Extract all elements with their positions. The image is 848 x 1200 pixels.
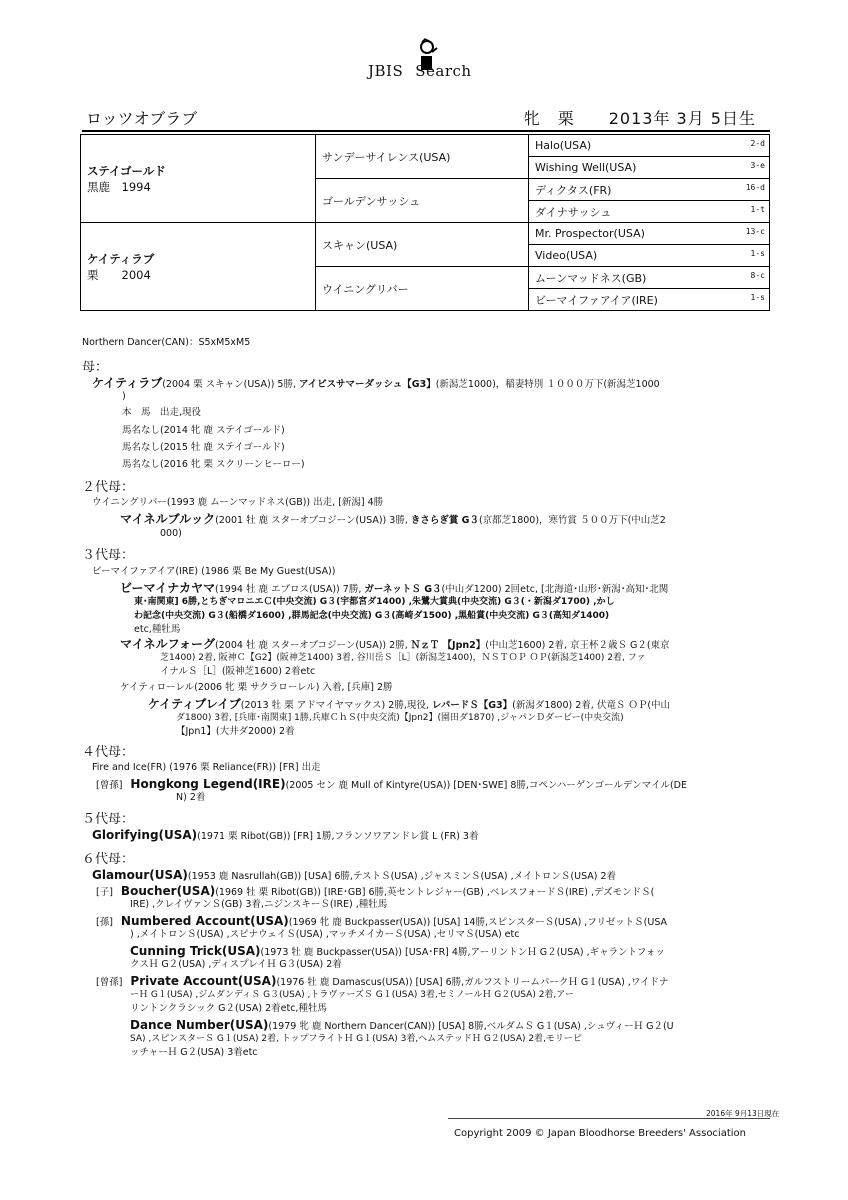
descendant-name[interactable]: Numbered Account(USA) (120, 914, 289, 928)
record-text: クスＨ G２(USA) ,ディスプレイＨ G３(USA) 2着 (130, 959, 342, 970)
record-text: (1976 牡 鹿 Damascus(USA)) [USA] 6勝,ガルフストリームパークＨ G１(USA) ,ワイドナ (276, 977, 669, 988)
dam-name-link[interactable]: ケイティラブ (92, 376, 163, 390)
ancestor-cell[interactable] (529, 201, 770, 223)
record-text: ッチャーＨ G２(USA) 3着etc (130, 1047, 258, 1058)
record-text: (新潟ダ1800) 2着, 伏竜Ｓ ＯＰ(中山 (512, 700, 671, 711)
record-text: (1994 牡 鹿 エブロス(USA)) 7勝, (215, 584, 365, 595)
sire-cell[interactable] (81, 135, 316, 223)
logo-search: Search (415, 62, 472, 80)
ancestor-name: ムーンマッドネス(GB) (535, 271, 647, 285)
ancestor-name: ダイナサッシュ (535, 205, 612, 219)
record-text: IRE) ,クレイヴァンＳ(GB) 3着,ニジンスキーＳ(IRE) ,種牡馬 (130, 899, 388, 910)
family-number: 3-e (750, 161, 765, 170)
record-text: (1979 牝 鹿 Northern Dancer(CAN)) [USA] 8勝,ベルダムＳ G１(USA) ,シュヴィーＨ G２(U (268, 1021, 674, 1032)
record-text: (2013 牡 栗 アドマイヤマックス) 2勝,現役, (240, 700, 432, 711)
record-text: (京都芝1800)，寒竹賞 ５００万下(中山芝2 (478, 515, 666, 526)
pedigree-table (80, 134, 770, 311)
horse-name: ロッツオブラブ (86, 109, 198, 128)
section-heading-dam: 母： (82, 360, 109, 375)
family-number: 1-s (750, 293, 765, 302)
family-number: 2-d (750, 139, 765, 148)
record-text: イナルＳ［L］(阪神芝1600) 2着etc (160, 666, 316, 677)
copyright: Copyright 2009 © Japan Bloodhorse Breeders' Association (454, 1128, 746, 1139)
offspring-item: 馬名なし(2015 牡 鹿 ステイゴールド) (122, 442, 285, 453)
sixth-dam-record (92, 868, 616, 884)
descendant-name[interactable]: Boucher(USA) (120, 884, 216, 898)
horse-title-row (82, 104, 770, 132)
fifth-dam-record (92, 828, 478, 844)
descendant-name[interactable]: マイネルフォーグ (120, 637, 216, 651)
record-text: N) 2着 (176, 792, 206, 803)
ancestor-cell[interactable] (529, 157, 770, 179)
ancestor-cell[interactable] (529, 245, 770, 267)
footer-divider (448, 1118, 770, 1119)
descendant-name[interactable]: Hongkong Legend(IRE) (130, 777, 286, 791)
sire-sire-cell[interactable]: サンデーサイレンス(USA) (316, 135, 529, 179)
record-text: (2004 栗 スキャン(USA)) 5勝, (162, 379, 300, 390)
descendant-name[interactable]: マイネルブルック (120, 512, 216, 526)
ancestor-name-link[interactable]: Glorifying(USA) (92, 828, 198, 842)
logo-jbis: JBIS (368, 62, 404, 80)
record-text: わ記念(中央交流) G３(船橋ダ1600) ,群馬記念(中央交流) G３(高崎ダ1500) ,黒船賞(中央交流) G３(高知ダ1400) (134, 611, 610, 621)
ancestor-name: Mr. Prospector(USA) (535, 227, 645, 240)
race-name: レパードＳ【G3】 (431, 700, 513, 711)
record-text: (中山芝1600) 2着, 京王杯２歳Ｓ G２(東京 (485, 640, 670, 651)
ancestor-name: ビーマイファアイア(IRE) (535, 293, 658, 307)
jbis-logo (368, 38, 488, 82)
dam-name: ケイティラブ (87, 251, 155, 266)
descendant-name[interactable]: ケイティブレイブ (148, 697, 241, 711)
logo-text (368, 62, 472, 80)
horse-sex-color-birth: 牝 栗 2013年 3月 5日生 (523, 109, 756, 128)
record-text: (新潟芝1000)，稲妻特別 １０００万下(新潟芝1000 (435, 379, 660, 390)
offspring-item: 馬名なし(2016 牝 栗 スクリーンヒーロー) (122, 459, 305, 470)
descendant-name[interactable]: Cunning Trick(USA) (130, 944, 261, 958)
race-name: ガーネットＳ G３ (364, 584, 442, 595)
record-text: (1969 牡 栗 Ribot(GB)) [IRE･GB] 6勝,英セントレジャー(GB) ,ベレスフォードＳ(IRE) ,デズモンドＳ( (215, 887, 655, 898)
record-text: (2005 セン 鹿 Mull of Kintyre(USA)) [DEN･SWE] 8勝,コペンハーゲンゴールデンマイル(DE (285, 780, 687, 791)
record-text: (1971 栗 Ribot(GB)) [FR] 1勝,フランソワアンドレ賞 L (FR) 3着 (197, 831, 479, 842)
ancestor-name: Wishing Well(USA) (535, 161, 637, 174)
dam-color-year: 栗 2004 (87, 267, 151, 282)
descendant-name[interactable]: Private Account(USA) (130, 974, 277, 988)
record-text: 東･南関東] 6勝,とちぎマロニエＣ(中央交流) G３(宇都宮ダ1400) ,朱鷺大賞典(中央交流) G３(・新潟ダ1700) ,かし (134, 597, 615, 607)
sire-dam-cell[interactable]: ゴールデンサッシュ (316, 179, 529, 223)
family-number: 1-t (750, 205, 765, 214)
descendant-name[interactable]: Dance Number(USA) (130, 1018, 269, 1032)
family-number: 1-s (750, 249, 765, 258)
relation-tag: [曾孫] (96, 977, 123, 988)
record-text: リントンクラシック G２(USA) 2着etc,種牡馬 (130, 1003, 327, 1014)
record-text: 芝1400) 2着, 阪神Ｃ【G2】(阪神芝1400) 3着, 谷川岳Ｓ［L］(新潟芝1400)，ＮＳＴＯＰ ＯＰ(新潟芝1400) 2着, ファ (160, 653, 646, 663)
record-text: SA) ,スピンスターＳ G１(USA) 2着, トップフライトＨ G１(USA) 3着,ヘムステッドＨ G２(USA) 2着,モリービ (130, 1034, 582, 1044)
descendant-record (120, 512, 666, 528)
record-text: (1969 牝 鹿 Buckpasser(USA)) [USA] 14勝,スピンスターＳ(USA) ,フリゼットＳ(USA (288, 917, 668, 928)
ancestor-name: Halo(USA) (535, 139, 592, 152)
section-heading-4th-dam: ４代母： (82, 745, 135, 760)
section-heading-5th-dam: ５代母： (82, 812, 135, 827)
offspring-item: 本 馬 出走,現役 (122, 407, 202, 418)
ancestor-cell[interactable] (529, 135, 770, 157)
ancestor-cell[interactable] (529, 289, 770, 311)
record-text: (1973 牡 鹿 Buckpasser(USA)) [USA･FR] 4勝,アーリントンＨ G２(USA) ,ギャラントフォッ (260, 947, 665, 958)
ancestor-cell[interactable] (529, 223, 770, 245)
ancestor-name: Video(USA) (535, 249, 598, 262)
ancestor-cell[interactable] (529, 179, 770, 201)
family-number: 8-c (750, 271, 765, 280)
dam-sire-cell[interactable]: スキャン(USA) (316, 223, 529, 267)
ancestor-name: ディクタス(FR) (535, 183, 612, 197)
dam-record (92, 376, 660, 392)
record-text: ーＨ G１(USA) ,ジムダンディＳ G３(USA) ,トラヴァーズＳ G１(USA) 3着,セミノールＨ G２(USA) 2着,アー (130, 990, 575, 1000)
family-number: 13-c (745, 227, 765, 236)
record-text: (2001 牡 鹿 スターオブコジーン(USA)) 3勝, (215, 515, 411, 526)
relation-tag: [子] (96, 887, 113, 898)
fourth-dam-record: Fire and Ice(FR) (1976 栗 Reliance(FR)) [FR] 出走 (92, 762, 321, 773)
record-text: 000) (160, 528, 182, 539)
record-text: ) (122, 391, 126, 402)
race-name: きさらぎ賞 G３ (410, 515, 479, 526)
descendant-record: ケイティローレル(2006 牝 栗 サクラローレル) 入着, [兵庫] 2勝 (120, 682, 393, 693)
record-text: (2004 牡 鹿 スターオブコジーン(USA)) 2勝, (215, 640, 411, 651)
race-name: アイビスサマーダッシュ【G3】 (299, 379, 436, 390)
record-text: 【Jpn1】(大井ダ2000) 2着 (176, 726, 295, 737)
descendant-name[interactable]: ビーマイナカヤマ (120, 581, 216, 595)
sire-name: ステイゴールド (87, 163, 166, 178)
relation-tag: [孫] (96, 917, 113, 928)
relation-tag: [曾孫] (96, 780, 123, 791)
record-text: etc,種牡馬 (134, 624, 181, 635)
as-of-date: 2016年 9月13日現在 (706, 1109, 780, 1118)
record-text: ) ,メイトロンＳ(USA) ,スピナウェイＳ(USA) ,マッチメイカーＳ(USA) ,セリマＳ(USA) etc (130, 929, 520, 940)
dam-cell[interactable] (81, 223, 316, 311)
record-text: (1953 鹿 Nasrullah(GB)) [USA] 6勝,テストＳ(USA) ,ジャスミンＳ(USA) ,メイトロンＳ(USA) 2着 (187, 871, 617, 882)
ancestor-name-link[interactable]: Glamour(USA) (92, 868, 188, 882)
dam-dam-cell[interactable]: ウイニングリバー (316, 267, 529, 311)
sire-color-year: 黒鹿 1994 (87, 179, 151, 194)
ancestor-cell[interactable] (529, 267, 770, 289)
record-text: (中山ダ1200) 2回etc, [北海道･山形･新潟･高知･北関 (441, 584, 669, 595)
family-number: 16-d (745, 183, 765, 192)
section-heading-3rd-dam: ３代母： (82, 548, 135, 563)
third-dam-record: ビーマイファアイア(IRE) (1986 栗 Be My Guest(USA)) (92, 566, 336, 577)
race-name: ＮｚＴ 【Jpn2】 (410, 640, 486, 651)
section-heading-2nd-dam: ２代母： (82, 480, 135, 495)
inbreeding-note: Northern Dancer(CAN)：S5xM5xM5 (82, 337, 251, 348)
second-dam-record: ウイニングリバー(1993 鹿 ムーンマッドネス(GB)) 出走, [新潟] 4勝 (92, 497, 384, 508)
record-text: ダ1800) 3着, [兵庫･南関東] 1勝,兵庫ＣｈＳ(中央交流)【Jpn2】(園田ダ1870) ,ジャパンＤダービー(中央交流) (176, 713, 624, 723)
offspring-item: 馬名なし(2014 牝 鹿 ステイゴールド) (122, 425, 285, 436)
section-heading-6th-dam: ６代母： (82, 852, 135, 867)
